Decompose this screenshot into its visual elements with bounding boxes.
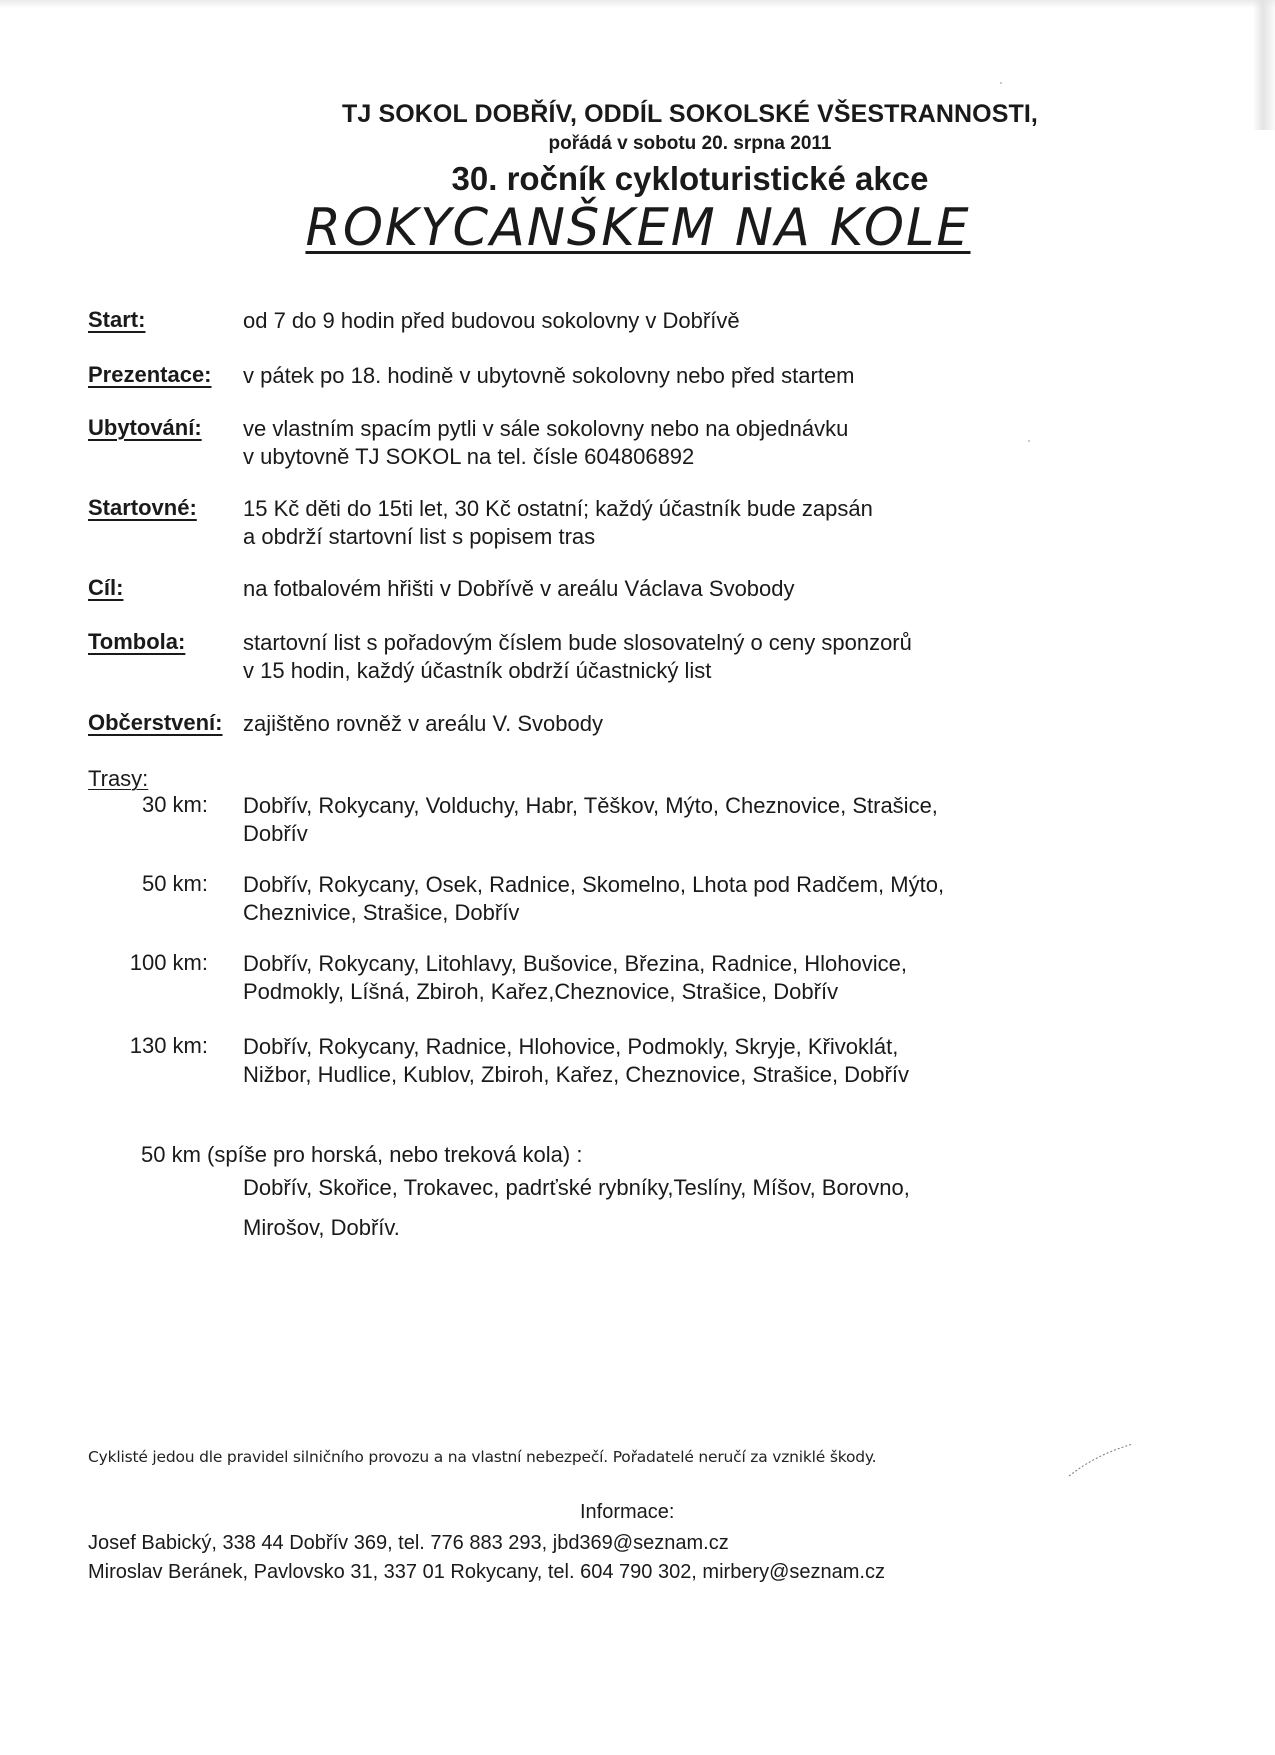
event-title: ROKYCANŠKEM NA KOLE xyxy=(305,198,971,258)
mtb-route-stops xyxy=(243,1168,910,1248)
detail-line: v ubytovně TJ SOKOL na tel. čísle 604806892 xyxy=(243,444,695,469)
detail-value xyxy=(243,307,740,335)
detail-value xyxy=(243,575,795,603)
detail-label: Start: xyxy=(88,307,146,332)
detail-label: Startovné: xyxy=(88,495,197,520)
mtb-route-heading: 50 km (spíše pro horská, nebo treková kola) : xyxy=(141,1142,583,1167)
safety-disclaimer: Cyklisté jedou dle pravidel silničního provozu a na vlastní nebezpečí. Pořadatelé neručí za vzniklé škody. xyxy=(88,1448,877,1466)
detail-line: 15 Kč děti do 15ti let, 30 Kč ostatní; každý účastník bude zapsán xyxy=(243,496,873,521)
detail-label: Tombola: xyxy=(88,629,186,654)
detail-line: zajištěno rovněž v areálu V. Svobody xyxy=(243,711,603,736)
route-line: Cheznivice, Strašice, Dobřív xyxy=(243,900,520,925)
scan-shadow-edge xyxy=(1253,0,1275,130)
scan-speck xyxy=(1028,440,1030,442)
event-edition: 30. ročník cykloturistické akce xyxy=(451,160,929,197)
route-stops xyxy=(243,871,944,927)
detail-line: na fotbalovém hřišti v Dobřívě v areálu Václava Svobody xyxy=(243,576,795,601)
route-distance: 50 km: xyxy=(141,871,208,896)
routes-heading: Trasy: xyxy=(88,766,149,791)
route-line: Dobřív, Rokycany, Volduchy, Habr, Těškov, Mýto, Cheznovice, Strašice, xyxy=(243,793,938,818)
event-date: pořádá v sobotu 20. srpna 2011 xyxy=(548,133,832,154)
scan-speck xyxy=(1000,82,1002,84)
detail-line: a obdrží startovní list s popisem tras xyxy=(243,524,596,549)
organization-name: TJ SOKOL DOBŘÍV, ODDÍL SOKOLSKÉ VŠESTRANNOSTI, xyxy=(342,100,1038,128)
detail-line: v 15 hodin, každý účastník obdrží účastnický list xyxy=(243,658,712,683)
route-line: Mirošov, Dobřív. xyxy=(243,1215,400,1240)
detail-line: startovní list s pořadovým číslem bude slosovatelný o ceny sponzorů xyxy=(243,630,912,655)
detail-label: Cíl: xyxy=(88,575,124,600)
route-distance: 100 km: xyxy=(129,950,208,975)
detail-line: od 7 do 9 hodin před budovou sokolovny v Dobřívě xyxy=(243,308,740,333)
route-stops xyxy=(243,792,938,848)
detail-value xyxy=(243,710,603,738)
detail-line: ve vlastním spacím pytli v sále sokolovny nebo na objednávku xyxy=(243,416,849,441)
route-distance: 30 km: xyxy=(141,792,208,817)
scan-shadow-top xyxy=(0,0,1275,8)
route-line: Dobřív, Rokycany, Radnice, Hlohovice, Podmokly, Skryje, Křivoklát, xyxy=(243,1034,899,1059)
scan-artifact-line xyxy=(1067,1440,1137,1480)
detail-value xyxy=(243,495,873,551)
detail-label: Ubytování: xyxy=(88,415,202,440)
route-line: Nižbor, Hudlice, Kublov, Zbiroh, Kařez, Cheznovice, Strašice, Dobřív xyxy=(243,1062,909,1087)
route-stops xyxy=(243,950,907,1006)
detail-label: Občerstvení: xyxy=(88,710,223,735)
detail-value xyxy=(243,362,855,390)
contact-line: Miroslav Beránek, Pavlovsko 31, 337 01 Rokycany, tel. 604 790 302, mirbery@seznam.cz xyxy=(88,1561,885,1583)
route-distance: 130 km: xyxy=(129,1033,208,1058)
route-line: Dobřív xyxy=(243,821,308,846)
info-heading: Informace: xyxy=(580,1501,675,1523)
detail-value xyxy=(243,629,912,685)
detail-label: Prezentace: xyxy=(88,362,212,387)
contact-line: Josef Babický, 338 44 Dobřív 369, tel. 776 883 293, jbd369@seznam.cz xyxy=(88,1532,729,1554)
detail-line: v pátek po 18. hodině v ubytovně sokolovny nebo před startem xyxy=(243,363,855,388)
route-line: Dobřív, Rokycany, Osek, Radnice, Skomelno, Lhota pod Radčem, Mýto, xyxy=(243,872,945,897)
route-line: Podmokly, Líšná, Zbiroh, Kařez,Cheznovice, Strašice, Dobřív xyxy=(243,979,839,1004)
route-stops xyxy=(243,1033,909,1089)
route-line: Dobřív, Skořice, Trokavec, padrťské rybníky,Teslíny, Míšov, Borovno, xyxy=(243,1175,910,1200)
route-line: Dobřív, Rokycany, Litohlavy, Bušovice, Březina, Radnice, Hlohovice, xyxy=(243,951,907,976)
detail-value xyxy=(243,415,848,471)
